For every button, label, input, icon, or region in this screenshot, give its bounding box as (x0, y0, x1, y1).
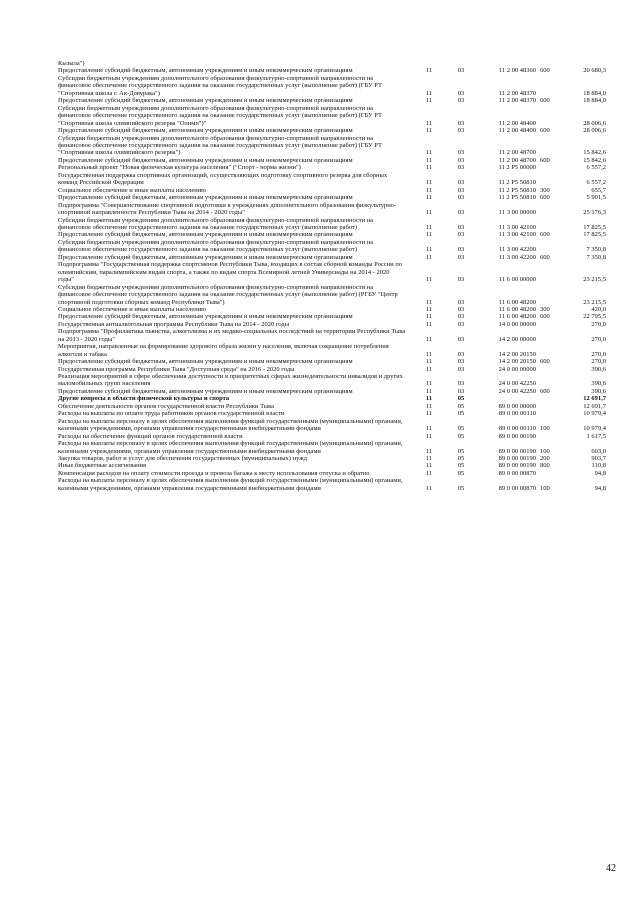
section-code-cell: 11 (425, 305, 433, 313)
row-name-cell: Региональный проект "Новая физическая культура населения" ("Спорт - норма жизни") (58, 164, 301, 172)
section-code-cell: 11 (425, 484, 433, 492)
expense-type-cell (540, 403, 558, 410)
subsection-code-cell: 03 (457, 298, 465, 306)
section-code-cell: 11 (425, 298, 433, 306)
target-article-cell: 14 2 00 20150 (498, 350, 536, 358)
section-code-cell: 11 (425, 358, 433, 366)
target-article-cell: 89 0 00 00110 (498, 410, 536, 418)
subsection-code-cell: 03 (457, 194, 465, 202)
row-name-cell: Расходы на выплаты персоналу в целях обеспечения выполнения функций государственными (муниципальными) органами, казенными учреждениями, органами управления государственными внебюджетными фондами (58, 417, 403, 433)
row-name-cell: Расходы на обеспечение функций органов государственной власти (58, 432, 243, 440)
row-name-cell: Расходы на выплаты персоналу в целях обеспечения выполнения функций государственными (муниципальными) органами, казенными учреждениями, органами управления государственными внебюджетными фондами (58, 477, 403, 492)
table-row (58, 239, 606, 254)
target-article-cell: 89 0 00 00190 (498, 462, 536, 470)
row-name-cell: Субсидии бюджетным учреждениям дополнительного образования физкультурно-спортивной направленности на финансовое обеспечение государственного задания на оказание государственных услуг (выполнение работ) (ГБУ РТ "Спортивная школа г. Ак-Довурака") (58, 74, 382, 97)
row-name-cell: Закупка товаров, работ и услуг для обеспечения государственных (муниципальных) нужд (58, 455, 308, 463)
expense-type-cell: 600 (540, 127, 550, 135)
expense-type-cell: 600 (540, 231, 550, 239)
amount-cell: 270,0 (591, 335, 606, 343)
amount-cell: 18 884,0 (583, 89, 606, 97)
section-code-cell: 11 (425, 380, 433, 388)
section-code-cell: 11 (425, 276, 433, 284)
row-name-cell: Компенсация расходов на оплату стоимости проезда и провоза багажа к месту использования отпуска и обратно (58, 469, 370, 477)
amount-cell: 390,6 (591, 380, 606, 388)
target-article-cell (474, 395, 540, 402)
amount-cell: 903,7 (591, 455, 606, 463)
section-code-cell: 11 (425, 469, 433, 477)
amount-cell: 655,7 (591, 186, 606, 194)
subsection-code-cell: 03 (457, 380, 465, 388)
table-row (58, 343, 606, 358)
amount-cell: 270,0 (591, 320, 606, 328)
target-article-cell: 11 3 00 42100 (498, 223, 536, 231)
table-row (58, 60, 606, 67)
target-article-cell: 24 0 00 00000 (498, 365, 536, 373)
section-code-cell: 11 (425, 97, 433, 105)
amount-cell: 17 825,5 (583, 223, 606, 231)
subsection-code-cell: 03 (457, 97, 465, 105)
target-article-cell: 89 0 00 00190 (498, 455, 536, 463)
target-article-cell: 11 2 00 48400 (498, 127, 536, 135)
amount-cell: 6 557,2 (586, 179, 606, 187)
expense-type-cell (540, 217, 558, 232)
target-article-cell: 11 2 P5 50810 (498, 194, 536, 202)
expense-type-cell: 600 (540, 97, 550, 105)
expense-type-cell: 300 (540, 305, 550, 313)
target-article-cell: 11 2 00 48370 (498, 97, 536, 105)
subsection-code-cell: 03 (457, 365, 465, 373)
subsection-code-cell: 03 (457, 231, 465, 239)
target-article-cell: 11 2 00 48700 (498, 156, 536, 164)
expense-type-cell (540, 172, 558, 187)
target-article-cell: 89 0 00 00190 (498, 447, 536, 455)
expense-type-cell (540, 239, 558, 254)
section-code-cell: 11 (425, 253, 433, 261)
target-article-cell: 11 2 P5 50810 (498, 179, 536, 187)
expense-type-cell: 200 (540, 455, 550, 463)
table-row (58, 127, 606, 134)
table-row (58, 418, 606, 433)
subsection-code-cell: 03 (457, 305, 465, 313)
section-code-cell: 11 (425, 350, 433, 358)
section-code-cell: 11 (425, 223, 433, 231)
expense-type-cell: 100 (540, 447, 550, 455)
section-code-cell: 11 (425, 335, 433, 343)
row-name-cell: Предоставление субсидий бюджетным, автономным учреждениям и иным некоммерческим организациям (58, 313, 353, 321)
target-article-cell: 24 0 00 42250 (498, 380, 536, 388)
amount-cell: 12 691,7 (583, 395, 606, 403)
table-row (58, 388, 606, 395)
subsection-code-cell: 03 (457, 67, 465, 75)
table-row (58, 202, 606, 217)
budget-table-body (58, 60, 606, 492)
amount-cell: 390,6 (591, 387, 606, 395)
subsection-code-cell: 03 (457, 276, 465, 284)
section-code-cell: 11 (425, 246, 433, 254)
budget-table (58, 60, 606, 492)
row-name-cell: Социальное обеспечение и иные выплаты населению (58, 305, 207, 313)
table-row (58, 313, 606, 320)
table-row (58, 254, 606, 261)
subsection-code-cell: 03 (457, 156, 465, 164)
subsection-code-cell: 05 (457, 395, 465, 403)
section-code-cell: 11 (425, 194, 433, 202)
table-row (58, 455, 606, 462)
amount-cell: 17 825,5 (583, 231, 606, 239)
table-row (58, 433, 606, 440)
table-row (58, 187, 606, 194)
target-article-cell: 11 3 00 00000 (498, 209, 536, 217)
target-article-cell: 24 0 00 42250 (498, 387, 536, 395)
target-article-cell: 89 0 00 00110 (498, 425, 536, 433)
table-row (58, 366, 606, 373)
expense-type-cell (540, 60, 558, 67)
expense-type-cell: 800 (540, 462, 550, 470)
amount-cell: 20 680,3 (583, 67, 606, 75)
amount-cell: 94,8 (594, 469, 606, 477)
expense-type-cell: 600 (540, 387, 550, 395)
amount-cell: 15 842,6 (583, 149, 606, 157)
expense-type-cell: 600 (540, 194, 550, 202)
section-code-cell: 11 (425, 455, 433, 463)
row-name-cell: Предоставление субсидий бюджетным, автономным учреждениям и иным некоммерческим организациям (58, 358, 353, 366)
expense-type-cell (540, 75, 558, 97)
amount-cell: 94,8 (594, 484, 606, 492)
target-article-cell: 11 6 00 48200 (498, 298, 536, 306)
table-row (58, 403, 606, 410)
expense-type-cell (540, 164, 558, 171)
subsection-code-cell: 03 (457, 223, 465, 231)
target-article-cell: 11 2 00 48370 (498, 89, 536, 97)
expense-type-cell: 300 (540, 186, 550, 194)
section-code-cell: 11 (425, 447, 433, 455)
target-article-cell: 89 0 00 00870 (498, 469, 536, 477)
row-name-cell: Государственная программа Республики Тыва "Доступная среда" на 2016 - 2020 годы (58, 365, 295, 373)
target-article-cell: 11 3 00 42100 (498, 231, 536, 239)
amount-cell: 23 215,5 (583, 298, 606, 306)
expense-type-cell: 600 (540, 67, 550, 75)
subsection-code-cell: 05 (457, 432, 465, 440)
amount-cell: 7 350,8 (586, 246, 606, 254)
subsection-code-cell: 03 (457, 313, 465, 321)
expense-type-cell (540, 395, 558, 402)
row-name-cell: Предоставление субсидий бюджетным, автономным учреждениям и иным некоммерческим организациям (58, 253, 353, 261)
section-code-cell: 11 (425, 462, 433, 470)
table-row (58, 97, 606, 104)
table-row (58, 284, 606, 306)
expense-type-cell: 600 (540, 358, 550, 366)
row-name-cell: Другие вопросы в области физической культуры и спорта (58, 395, 230, 403)
row-name-cell: Мероприятия, направленные на формирование здорового образа жизни у населения, включая сокращение потребления алкоголя и табака (58, 343, 389, 358)
expense-type-cell (540, 135, 558, 157)
target-article-cell: 11 6 00 00000 (498, 276, 536, 284)
expense-type-cell (540, 321, 558, 328)
amount-cell: 603,0 (591, 447, 606, 455)
section-code-cell: 11 (425, 164, 433, 172)
subsection-code-cell: 03 (457, 335, 465, 343)
expense-type-cell: 600 (540, 313, 550, 321)
section-code-cell: 11 (425, 395, 433, 403)
expense-type-cell (540, 470, 558, 477)
expense-type-cell (540, 433, 558, 440)
section-code-cell: 11 (425, 432, 433, 440)
amount-cell: 28 006,6 (583, 119, 606, 127)
row-name-cell: Расходы на выплаты по оплате труда работников органов государственной власти (58, 410, 285, 418)
target-article-cell (474, 60, 540, 67)
subsection-code-cell: 05 (457, 410, 465, 418)
subsection-code-cell: 03 (457, 387, 465, 395)
table-row (58, 67, 606, 74)
target-article-cell: 89 0 00 00000 (498, 402, 536, 410)
row-name-cell: Государственная антиалкогольная программа Республики Тыва на 2014 - 2020 годы (58, 320, 290, 328)
row-name-cell: Обеспечение деятельности органов государственной власти Республики Тыва (58, 402, 274, 410)
subsection-code-cell: 03 (457, 164, 465, 172)
row-name-cell: Предоставление субсидий бюджетным, автономным учреждениям и иным некоммерческим организациям (58, 231, 353, 239)
subsection-code-cell: 03 (457, 246, 465, 254)
subsection-code-cell: 05 (457, 402, 465, 410)
subsection-code-cell: 03 (457, 253, 465, 261)
table-row (58, 328, 606, 343)
amount-cell: 18 884,0 (583, 97, 606, 105)
subsection-code-cell: 05 (457, 484, 465, 492)
expense-type-cell (540, 366, 558, 373)
expense-type-cell: 100 (540, 425, 550, 433)
table-row (58, 440, 606, 455)
section-code-cell: 11 (425, 156, 433, 164)
row-name-cell: Иные бюджетные ассигнования (58, 462, 147, 470)
amount-cell: 25 176,3 (583, 209, 606, 217)
section-code-cell: 11 (425, 231, 433, 239)
table-row (58, 358, 606, 365)
target-article-cell: 11 2 P5 00000 (498, 164, 536, 172)
target-article-cell: 11 2 00 48360 (498, 67, 536, 75)
amount-cell: 1 617,5 (586, 432, 606, 440)
subsection-code-cell: 05 (457, 455, 465, 463)
row-name-cell: Расходы на выплаты персоналу в целях обеспечения выполнения функций государственными (муниципальными) органами, казенными учреждениями, органами управления государственными внебюджетными фондами (58, 440, 403, 455)
amount-cell: 12 691,7 (583, 402, 606, 410)
section-code-cell: 11 (425, 209, 433, 217)
subsection-code-cell: 03 (457, 127, 465, 135)
section-code-cell: 11 (425, 365, 433, 373)
expense-type-cell: 600 (540, 156, 550, 164)
subsection-code-cell: 03 (457, 186, 465, 194)
section-code-cell: 11 (425, 320, 433, 328)
amount-cell: 6 557,2 (586, 164, 606, 172)
row-name-cell: Подпрограмма "Профилактика пьянства, алкоголизма и их медико-социальных последствий на территории Республики Тыва на 2013 - 2020 годы" (58, 328, 406, 343)
amount-cell (558, 60, 606, 67)
amount-cell: 22 795,5 (583, 313, 606, 321)
subsection-code-cell: 03 (457, 149, 465, 157)
section-code-cell: 11 (425, 313, 433, 321)
amount-cell: 7 350,8 (586, 253, 606, 261)
target-article-cell: 14 2 00 20150 (498, 358, 536, 366)
amount-cell: 15 842,6 (583, 156, 606, 164)
row-name-cell: Субсидии бюджетным учреждениям дополнительного образования физкультурно-спортивной направленности на финансовое обеспечение государственного задания на оказание государственных услуг (выполнение работ) (ГБУ РТ "Спортивная школа олимпийского резерва") (58, 134, 382, 157)
row-name-cell: Предоставление субсидий бюджетным, автономным учреждениям и иным некоммерческим организациям (58, 67, 353, 75)
row-name-cell: Предоставление субсидий бюджетным, автономным учреждениям и иным некоммерческим организациям (58, 97, 353, 105)
section-code-cell: 11 (425, 410, 433, 418)
subsection-code-cell: 05 (457, 425, 465, 433)
expense-type-cell (540, 202, 558, 217)
section-code-cell: 11 (425, 127, 433, 135)
expense-type-cell (540, 343, 558, 358)
page-number: 42 (606, 863, 616, 874)
table-row (58, 462, 606, 469)
table-row (58, 373, 606, 388)
amount-cell: 270,0 (591, 350, 606, 358)
table-row (58, 135, 606, 157)
row-name-cell: Государственная поддержка спортивных организаций, осуществляющих подготовку спортивного резерва для сборных команд Российской Федерации (58, 171, 388, 187)
row-name-cell: Субсидии бюджетным учреждениям дополнительного образования физкультурно-спортивной направленности на финансовое обеспечение государственного задания на оказание государственных услуг (выполнение работ) (58, 238, 374, 254)
row-name-cell: Предоставление субсидий бюджетным, автономным учреждениям и иным некоммерческим организациям (58, 387, 353, 395)
subsection-code-cell: 03 (457, 209, 465, 217)
row-name-cell: Субсидии бюджетным учреждениям дополнительного образования физкультурно-спортивной направленности на финансовое обеспечение государственного задания на оказание государственных услуг (выполнение работ) (РГБУ "Центр спортивной подготовки сборных команд Республики Тыва") (58, 283, 398, 306)
target-article-cell: 11 2 P5 50810 (498, 186, 536, 194)
table-row (58, 172, 606, 187)
amount-cell: 23 215,5 (583, 276, 606, 284)
subsection-code-cell: 03 (457, 89, 465, 97)
table-row (58, 75, 606, 97)
section-code-cell: 11 (425, 186, 433, 194)
row-name-cell: Подпрограмма "Совершенствование спортивной подготовки в учреждениях дополнительного образования физкультурно-спортивной направленности Республики Тыва на 2014 - 2020 годы" (58, 201, 397, 217)
target-article-cell: 89 0 00 00190 (498, 432, 536, 440)
table-row (58, 395, 606, 402)
row-name-cell: Подпрограмма "Государственная поддержка спортсменов Республики Тыва, входящих в состав сборной команды России по олимпийским, паралимпийским видам спорта, а также по видам спорта Всемирной летней Универсиады на 2014 - 2020 годы" (58, 261, 403, 284)
section-code-cell: 11 (425, 89, 433, 97)
table-row (58, 321, 606, 328)
table-row (58, 231, 606, 238)
table-row (58, 105, 606, 127)
amount-cell: 5 901,5 (586, 194, 606, 202)
subsection-code-cell: 03 (457, 320, 465, 328)
target-article-cell: 11 6 00 48200 (498, 313, 536, 321)
subsection-code-cell: 03 (457, 350, 465, 358)
subsection-code-cell: 03 (457, 179, 465, 187)
subsection-code-cell: 05 (457, 447, 465, 455)
expense-type-cell: 100 (540, 484, 550, 492)
section-code-cell: 11 (425, 402, 433, 410)
amount-cell: 270,0 (591, 358, 606, 366)
subsection-code-cell: 03 (457, 358, 465, 366)
subsection-code-cell: 05 (457, 469, 465, 477)
table-row (58, 306, 606, 313)
row-name-cell: Предоставление субсидий бюджетным, автономным учреждениям и иным некоммерческим организациям (58, 194, 353, 202)
table-row (58, 470, 606, 477)
subsection-code-cell (448, 60, 474, 67)
expense-type-cell: 600 (540, 253, 550, 261)
row-name-cell: Реализация мероприятий в сфере обеспечения доступности в приоритетных сферах жизнедеятельности инвалидов и других маломобильных групп населения (58, 373, 403, 388)
expense-type-cell (540, 410, 558, 417)
section-code-cell: 11 (425, 387, 433, 395)
section-code-cell: 11 (425, 425, 433, 433)
expense-type-cell (540, 261, 558, 283)
table-row (58, 194, 606, 201)
amount-cell: 10 979,4 (583, 425, 606, 433)
target-article-cell: 14 0 00 00000 (498, 320, 536, 328)
target-article-cell: 14 2 00 00000 (498, 335, 536, 343)
amount-cell: 10 979,4 (583, 410, 606, 418)
expense-type-cell (540, 284, 558, 306)
section-code-cell (410, 60, 448, 67)
expense-type-cell (540, 328, 558, 343)
table-row (58, 477, 606, 492)
amount-cell: 110,8 (591, 462, 606, 470)
expense-type-cell (540, 105, 558, 127)
table-row (58, 164, 606, 171)
target-article-cell: 11 3 00 42200 (498, 253, 536, 261)
table-row (58, 410, 606, 417)
row-name-cell: Субсидии бюджетным учреждениям дополнительного образования физкультурно-спортивной направленности на финансовое обеспечение государственного задания на оказание государственных услуг (выполнение работ) (58, 216, 374, 231)
target-article-cell: 11 6 00 48200 (498, 305, 536, 313)
section-code-cell: 11 (425, 149, 433, 157)
table-row (58, 157, 606, 164)
section-code-cell: 11 (425, 67, 433, 75)
target-article-cell: 89 0 00 00870 (498, 484, 536, 492)
table-row (58, 261, 606, 283)
amount-cell: 28 006,6 (583, 127, 606, 135)
row-name-cell: Кызыла") (58, 60, 85, 67)
table-row (58, 217, 606, 232)
row-name-cell: Субсидии бюджетным учреждениям дополнительного образования физкультурно-спортивной направленности на финансовое обеспечение государственного задания на оказание государственных услуг (выполнение работ) (ГБУ РТ "Спортивная школа олимпийского резерва "Олимп")" (58, 104, 382, 127)
subsection-code-cell: 03 (457, 119, 465, 127)
target-article-cell: 11 3 00 42200 (498, 246, 536, 254)
subsection-code-cell: 05 (457, 462, 465, 470)
expense-type-cell (540, 373, 558, 388)
amount-cell: 420,0 (591, 305, 606, 313)
row-name-cell: Предоставление субсидий бюджетным, автономным учреждениям и иным некоммерческим организациям (58, 127, 353, 135)
row-name-cell: Социальное обеспечение и иные выплаты населению (58, 186, 207, 194)
target-article-cell: 11 2 00 48400 (498, 119, 536, 127)
row-name-cell: Предоставление субсидий бюджетным, автономным учреждениям и иным некоммерческим организациям (58, 156, 353, 164)
target-article-cell: 11 2 00 48700 (498, 149, 536, 157)
section-code-cell: 11 (425, 179, 433, 187)
amount-cell: 390,6 (591, 365, 606, 373)
section-code-cell: 11 (425, 119, 433, 127)
